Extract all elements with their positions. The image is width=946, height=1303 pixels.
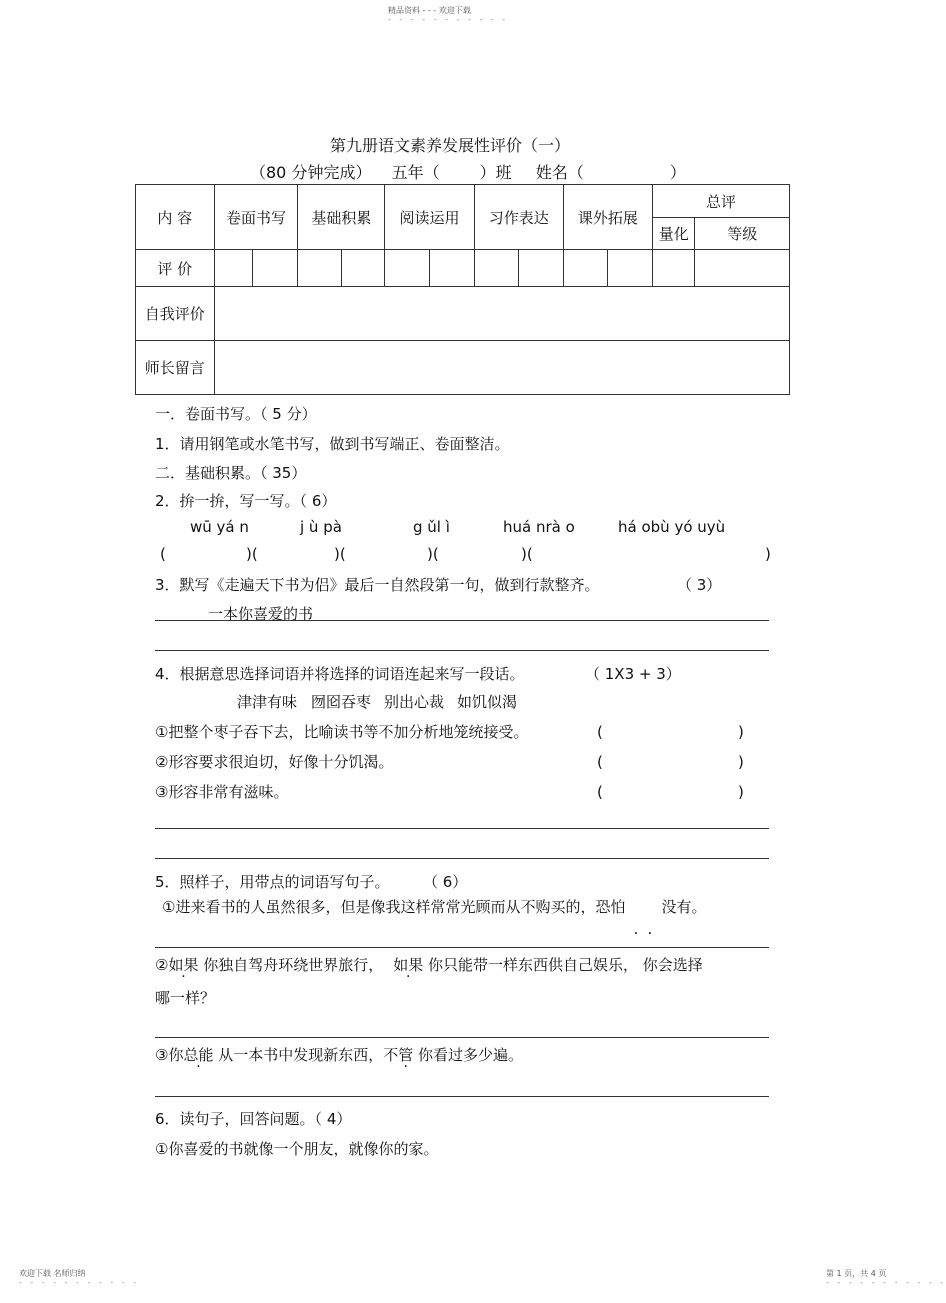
col-header-extension: 课外拓展: [563, 185, 652, 250]
eval-total-quantified[interactable]: [652, 250, 694, 287]
page-title: 第九册语文素养发展性评价（一）: [330, 136, 571, 155]
eval-cell[interactable]: [608, 250, 653, 287]
teacher-comment-label: 师长留言: [136, 341, 215, 395]
emphasized-word: [398, 1046, 413, 1064]
answer-line[interactable]: [155, 858, 769, 859]
question-5-item-1: ①进来看书的人虽然很多，但是像我这样常常光顾而从不购买的，恐怕 . . 没有。: [162, 898, 707, 938]
question-4-score: （ 1X3 + 3）: [585, 665, 681, 683]
question-5-item-3: [155, 1046, 523, 1064]
name-label-close: ）: [669, 163, 686, 182]
question-5-item-1-end: 没有。: [661, 898, 707, 916]
col-header-reading: 阅读运用: [385, 185, 474, 250]
col-header-composition: 习作表达: [474, 185, 563, 250]
pinyin-answer-sep-4: )(: [521, 545, 533, 563]
total-quantified-header: 量化: [652, 218, 694, 250]
eval-cell[interactable]: [519, 250, 564, 287]
pinyin-answer-open: (: [160, 545, 166, 563]
section-1-title: 一．卷面书写。（ 5 分）: [155, 405, 317, 423]
class-label: ）班: [479, 163, 512, 182]
self-eval-area[interactable]: [214, 287, 789, 341]
emphasized-word: [183, 1046, 213, 1064]
eval-cell[interactable]: [341, 250, 385, 287]
question-2-title: 2．拚一拚，写一写。（ 6）: [155, 492, 337, 510]
question-5-score: （ 6）: [423, 873, 468, 891]
eval-cell[interactable]: [214, 250, 252, 287]
answer-line[interactable]: [155, 620, 769, 621]
pinyin-1: wū yá n: [190, 518, 249, 536]
footer-left: 欢迎下载 名师归纳: [19, 1269, 86, 1278]
emphasized-word: [168, 956, 198, 974]
eval-cell[interactable]: [474, 250, 519, 287]
paren-close: ): [738, 783, 744, 801]
question-4-item-1: ①把整个枣子吞下去，比喻读书等不加分析地笼统接受。: [155, 723, 529, 741]
question-3-title: 3．默写《走遍天下书为侣》最后一自然段第一句，做到行款整齐。: [155, 576, 600, 594]
emphasized-word-text: 总能: [183, 1046, 214, 1064]
eval-cell[interactable]: [430, 250, 475, 287]
paren-open: (: [597, 753, 603, 771]
col-header-writing: 卷面书写: [214, 185, 298, 250]
item-number: ②: [155, 956, 169, 974]
question-5-item-2-continued: 哪一样？: [155, 989, 216, 1007]
pinyin-answer-sep-3: )(: [427, 545, 439, 563]
question-5-item-1-text: ①进来看书的人虽然很多，但是像我这样常常光顾而从不购买的，恐怕: [162, 898, 626, 916]
pinyin-2: j ù pà: [300, 518, 342, 536]
sentence-part: 从一本书中发现新东西，不: [213, 1046, 399, 1064]
question-5-title: 5．照样子，用带点的词语写句子。: [155, 873, 390, 891]
pinyin-answer-sep-1: )(: [246, 545, 258, 563]
sentence-part: ③你: [155, 1046, 184, 1064]
question-4-item-3: ③形容非常有滋味。: [155, 783, 289, 801]
emphasized-word: [393, 956, 423, 974]
header-watermark-dots: - - - - - - - - - - -: [388, 15, 509, 24]
answer-line[interactable]: [155, 1096, 769, 1097]
emphasized-word-text: 如果: [393, 956, 424, 974]
answer-line[interactable]: [155, 947, 769, 948]
question-3-answer-start: 一本你喜爱的书: [208, 605, 314, 623]
paren-close: ): [738, 723, 744, 741]
sentence-part: 你独自驾舟环绕世界旅行，: [198, 956, 384, 974]
evaluation-table: [135, 184, 790, 395]
question-3-score: （ 3）: [677, 576, 722, 594]
question-6-title: 6．读句子，回答问题。（ 4）: [155, 1110, 352, 1128]
word-option-4: 如饥似渴: [457, 693, 518, 711]
grade-label: 五年（: [391, 163, 440, 182]
sentence-part: 你看过多少遍。: [413, 1046, 524, 1064]
self-eval-label: 自我评价: [136, 287, 215, 341]
page-number: 第 1 页，共 4 页: [826, 1269, 887, 1278]
answer-line[interactable]: [155, 650, 769, 651]
answer-line[interactable]: [155, 1037, 769, 1038]
question-4-item-2: ②形容要求很迫切，好像十分饥渴。: [155, 753, 394, 771]
section-2-title: 二．基础积累。（ 35）: [155, 464, 307, 482]
sentence-part: 你只能带一样东西供自己娱乐， 你会选择: [423, 956, 703, 974]
paren-open: (: [597, 723, 603, 741]
teacher-comment-area[interactable]: [214, 341, 789, 395]
eval-cell[interactable]: [298, 250, 342, 287]
question-1: 1．请用钢笔或水笔书写，做到书写端正、卷面整洁。: [155, 435, 510, 453]
emphasized-word-text: 管: [398, 1046, 414, 1064]
question-6-item-1: ①你喜爱的书就像一个朋友，就像你的家。: [155, 1140, 439, 1158]
eval-cell[interactable]: [563, 250, 608, 287]
content-label: 内 容: [136, 185, 215, 250]
word-option-3: 别出心裁: [384, 693, 445, 711]
pinyin-4: huá nrà o: [503, 518, 575, 536]
emphasized-word-text: 如果: [168, 956, 199, 974]
eval-label: 评 价: [136, 250, 215, 287]
total-header: 总评: [652, 185, 789, 218]
pinyin-answer-sep-2: )(: [334, 545, 346, 563]
subtitle: [250, 160, 686, 183]
pinyin-answer-close: ): [765, 545, 771, 563]
time-limit: （80 分钟完成）: [250, 163, 372, 182]
eval-cell[interactable]: [252, 250, 298, 287]
name-label: 姓名（: [535, 163, 584, 182]
eval-total-grade[interactable]: [695, 250, 790, 287]
word-option-2: 囫囵吞枣: [311, 693, 372, 711]
total-grade-header: 等级: [695, 218, 790, 250]
header-watermark: 精品资料 - - - 欢迎下载: [388, 6, 471, 15]
question-4-title: 4．根据意思选择词语并将选择的词语连起来写一段话。: [155, 665, 525, 683]
paren-open: (: [597, 783, 603, 801]
footer-left-dots: - - - - - - - - - - -: [19, 1278, 140, 1287]
col-header-basics: 基础积累: [298, 185, 385, 250]
answer-line[interactable]: [155, 828, 769, 829]
eval-cell[interactable]: [385, 250, 430, 287]
question-5-item-2: [155, 956, 703, 974]
footer-right-dots: - - - - - - - - - - -: [826, 1278, 946, 1287]
pinyin-3: g ǔl ì: [413, 518, 450, 536]
paren-close: ): [738, 753, 744, 771]
word-option-1: 津津有味: [237, 693, 298, 711]
pinyin-5: há obù yó uyù: [618, 518, 726, 536]
